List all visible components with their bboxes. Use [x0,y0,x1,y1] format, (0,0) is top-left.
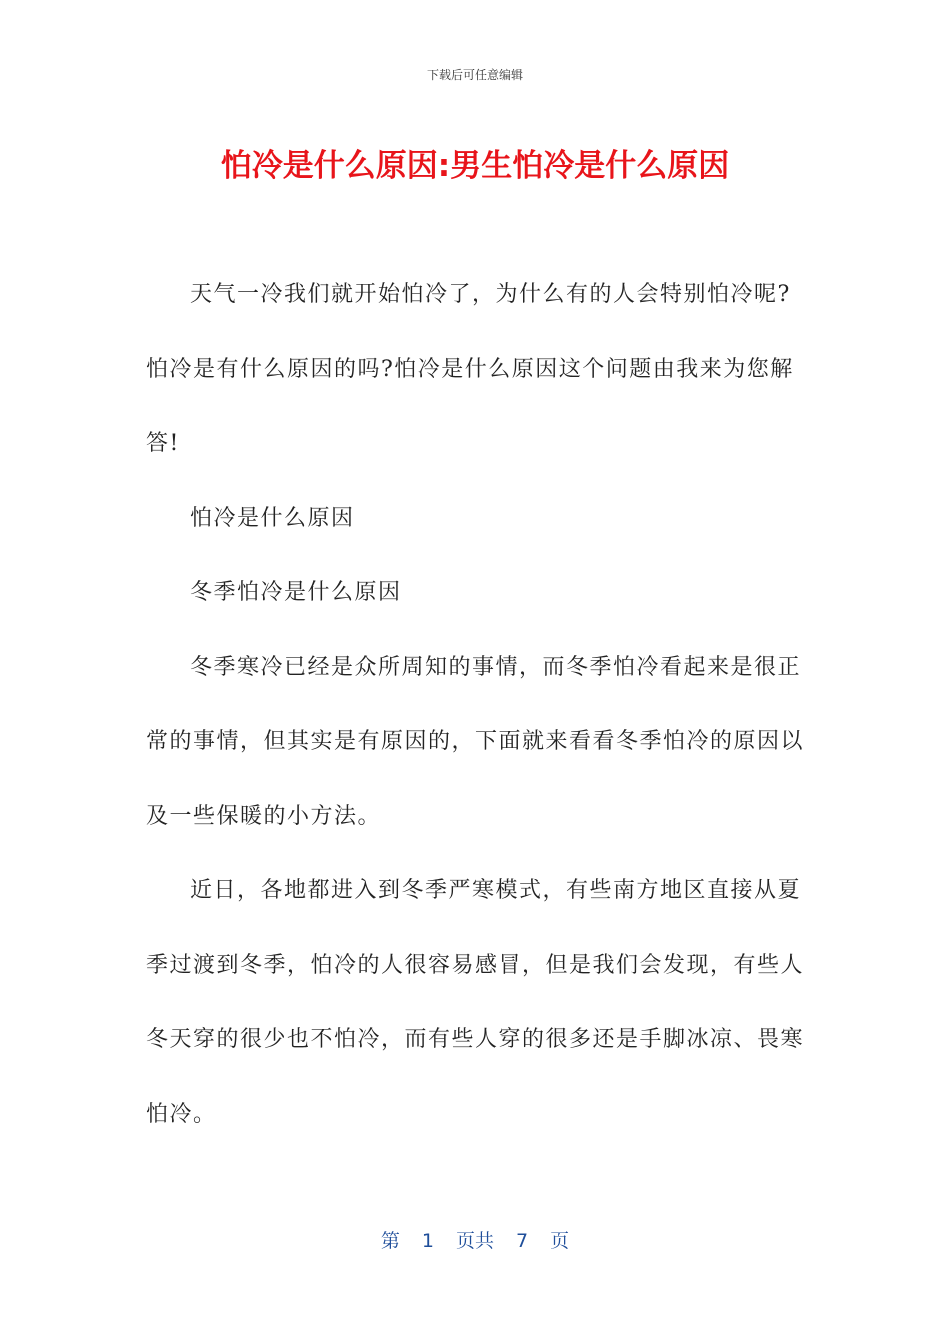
paragraph-heading-cause: 怕冷是什么原因 [190,505,355,531]
paragraph-heading-winter-cause: 冬季怕冷是什么原因 [190,580,402,605]
footer-middle: 页共 [455,1230,494,1252]
document-title: 怕冷是什么原因:男生怕冷是什么原因 [220,148,730,184]
page-footer [0,1226,950,1253]
document-body [146,258,806,1152]
footer-prefix: 第 [380,1230,400,1252]
footer-page-number: 1 [421,1230,434,1252]
paragraph-recent-days: 近日，各地都进入到冬季严寒模式，有些南方地区直接从夏季过渡到冬季，怕冷的人很容易感冒，但是我们会发现，有些人冬天穿的很少也不怕冷，而有些人穿的很多还是手脚冰凉、畏寒怕冷。 [146,878,805,1127]
paragraph-intro: 天气一冷我们就开始怕冷了，为什么有的人会特别怕冷呢?怕冷是有什么原因的吗?怕冷是什么原因这个问题由我来为您解答! [146,282,794,456]
footer-suffix: 页 [550,1230,570,1252]
paragraph-winter-cold: 冬季寒冷已经是众所周知的事情，而冬季怕冷看起来是很正常的事情，但其实是有原因的，下面就来看看冬季怕冷的原因以及一些保暖的小方法。 [146,654,805,829]
footer-total-pages: 7 [516,1230,529,1252]
header-note: 下载后可任意编辑 [426,68,523,82]
